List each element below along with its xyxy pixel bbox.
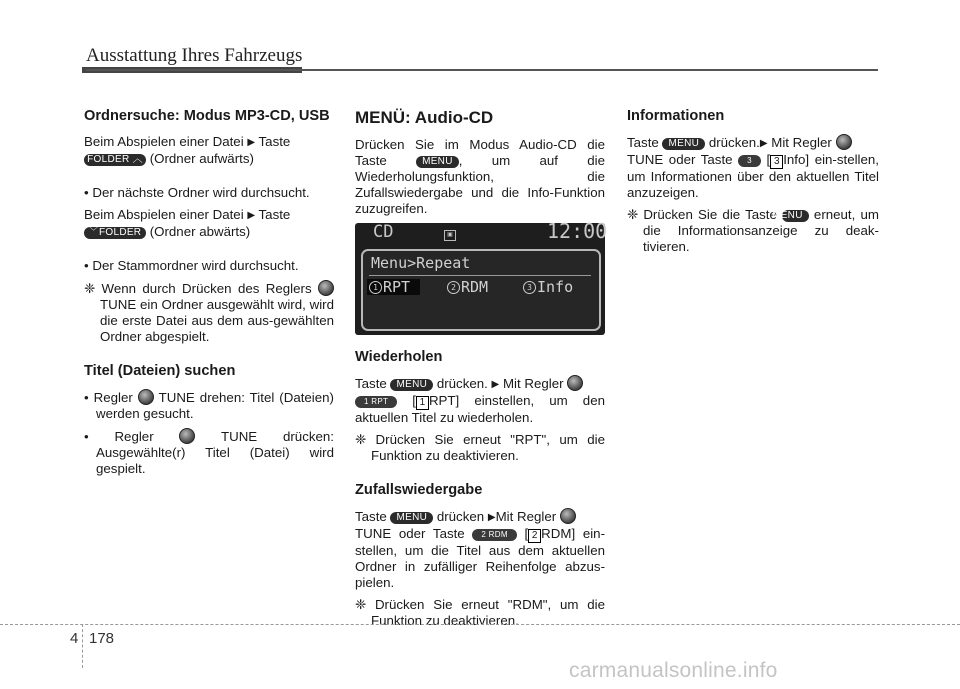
footer-chapter-number: 4 — [70, 630, 79, 647]
arrow-right-icon: ▶ — [491, 379, 500, 390]
paragraph-information — [627, 134, 879, 201]
section-heading-information: Informationen — [627, 108, 725, 124]
list-item-turn-tune — [84, 389, 334, 422]
paragraph-folder-up — [84, 134, 334, 167]
display-option-rpt — [367, 279, 420, 295]
arrow-right-icon: ▶ — [247, 210, 256, 221]
folder-down-button-icon: ﹀FOLDER — [84, 227, 146, 239]
menu-button-icon: MENU — [390, 512, 433, 524]
number-2-icon: 2 — [447, 281, 460, 294]
section-heading-menu-audio-cd: MENÜ: Audio-CD — [355, 108, 494, 127]
arrow-right-icon: ▶ — [759, 138, 768, 149]
column-left — [84, 108, 334, 483]
text: Taste — [355, 376, 387, 391]
display-option-rdm — [447, 279, 488, 295]
folder-up-button-icon: FOLDER ︿ — [84, 154, 146, 166]
footer-rule — [0, 624, 960, 625]
cd-badge-icon: ▣ — [444, 230, 456, 241]
text: Taste — [258, 207, 291, 222]
text: RPT] einstellen, um den aktuellen Titel zu wiederholen. — [355, 393, 605, 425]
display-status-bar — [355, 219, 608, 247]
text: Mit Regler — [495, 509, 557, 524]
tune-knob-icon — [567, 375, 583, 391]
watermark: carmanualsonline.info — [569, 659, 778, 682]
text: Beim Abspielen einer Datei — [84, 207, 244, 222]
text: Mit Regler — [502, 376, 564, 391]
text: erneut, um die Informationsanzeige zu deak-tivieren. — [643, 207, 879, 254]
text: Drücken Sie im Modus Audio-CD die Taste — [355, 137, 605, 168]
text: Taste — [355, 509, 387, 524]
text: [ — [412, 393, 416, 408]
text: ❈ Drücken Sie die Taste — [627, 207, 777, 222]
paragraph-menu-intro — [355, 137, 605, 217]
option-label: Info — [537, 278, 574, 296]
display-clock: 12:00 — [547, 219, 608, 243]
display-menu-panel — [361, 249, 601, 331]
footer-divider — [82, 624, 83, 668]
text: (Ordner aufwärts) — [149, 151, 254, 166]
column-right — [627, 108, 879, 261]
text: Info] ein-stellen, um Informationen über den aktuellen Titel anzuzeigen. — [627, 152, 879, 200]
display-menu-path: Menu>Repeat — [371, 254, 471, 272]
bullet-root-folder: • Der Stammordner wird durchsucht. — [84, 258, 299, 273]
tune-knob-icon — [138, 389, 154, 405]
text: Taste — [627, 135, 659, 150]
tune-knob-icon — [318, 280, 334, 296]
text: TUNE ein Ordner ausgewählt wird, wird die erste Datei aus dem aus-gewählten Ordner abgespielt. — [100, 297, 334, 344]
text: TUNE oder Taste — [355, 526, 465, 541]
section-heading-track-search: Titel (Dateien) suchen — [84, 363, 236, 379]
text: Taste — [258, 134, 291, 149]
text: drücken — [436, 509, 485, 524]
text: TUNE drehen: Titel (Dateien) werden gesucht. — [96, 390, 334, 421]
display-divider — [369, 275, 591, 276]
number-1-icon: 1 — [369, 281, 382, 294]
button-label: FOLDER — [87, 154, 130, 165]
text: TUNE oder Taste — [627, 152, 733, 167]
text: RDM] ein-stellen, um die Titel aus dem aktuellen Ordner in zufälliger Reihenfolge abzus-pielen. — [355, 526, 605, 590]
note-tune-folder — [84, 280, 334, 345]
number-1-icon: 1 — [416, 396, 429, 410]
rpt-button-icon: 1 RPT — [355, 396, 397, 408]
cd-display-screen — [355, 219, 608, 335]
menu-button-icon: MENU — [782, 210, 809, 222]
text: [ — [524, 526, 529, 541]
section-heading-shuffle: Zufallswiedergabe — [355, 482, 483, 498]
paragraph-folder-down — [84, 207, 334, 240]
header-rule — [86, 69, 878, 71]
note-repeat: ❈ Drücken Sie erneut "RPT", um die Funktion zu deaktivieren. — [355, 432, 605, 463]
footer-page-number: 178 — [89, 630, 115, 647]
page-header-title: Ausstattung Ihres Fahrzeugs — [86, 45, 303, 66]
menu-button-icon: MENU — [416, 156, 459, 168]
text: (Ordner abwärts) — [149, 224, 251, 239]
text: Mit Regler — [771, 135, 832, 150]
text: [ — [766, 152, 771, 167]
display-option-info — [523, 279, 573, 295]
option-label: RPT — [383, 278, 411, 296]
text: Beim Abspielen einer Datei — [84, 134, 244, 149]
note-shuffle: ❈ Drücken Sie erneut "RDM", um die Funktion zu deaktivieren. — [355, 597, 605, 628]
section-heading-folder-search: Ordnersuche: Modus MP3-CD, USB — [84, 108, 330, 124]
text: ❈ Wenn durch Drücken des Reglers — [84, 281, 312, 296]
tune-knob-icon — [179, 428, 195, 444]
three-button-icon: 3 — [738, 155, 761, 167]
paragraph-shuffle — [355, 508, 605, 591]
column-middle — [355, 108, 608, 635]
text: drücken. — [436, 376, 488, 391]
arrow-right-icon: ▶ — [247, 137, 256, 148]
text: TUNE drücken: Ausgewählte(r) Titel (Datei) wird gespielt. — [96, 429, 334, 476]
menu-button-icon: MENU — [662, 138, 705, 150]
button-label: FOLDER — [98, 227, 142, 238]
text: drücken. — [708, 135, 760, 150]
menu-button-icon: MENU — [390, 379, 433, 391]
section-heading-repeat: Wiederholen — [355, 349, 443, 365]
tune-knob-icon — [560, 508, 576, 524]
note-information — [627, 207, 879, 255]
option-label: RDM — [461, 278, 489, 296]
bullet-next-folder: • Der nächste Ordner wird durchsucht. — [84, 185, 310, 200]
rdm-button-icon: 2 RDM — [472, 529, 516, 541]
text: • Regler — [84, 390, 133, 405]
display-source-label: CD — [373, 222, 394, 242]
arrow-right-icon: ▶ — [487, 512, 496, 523]
number-3-icon: 3 — [523, 281, 536, 294]
tune-knob-icon — [836, 134, 852, 150]
text: • Regler — [84, 429, 154, 444]
number-2-icon: 2 — [528, 529, 541, 543]
list-item-press-tune — [84, 428, 334, 477]
text: , um auf die Wiederholungsfunktion, die Zufallswiedergabe und die Info-Funktion zuzugreifen. — [355, 153, 605, 216]
number-3-icon: 3 — [770, 155, 783, 169]
paragraph-repeat — [355, 375, 605, 426]
